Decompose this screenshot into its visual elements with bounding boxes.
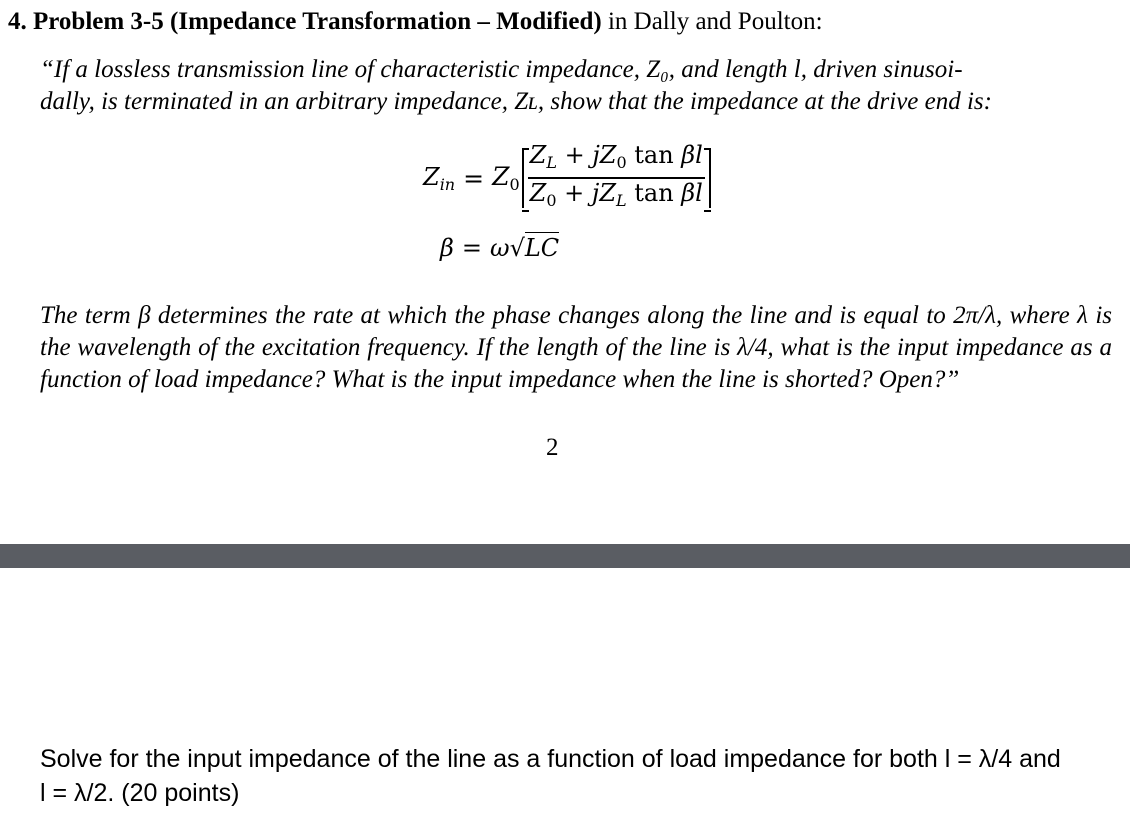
beta-equation	[440, 234, 559, 262]
problem-heading	[8, 6, 1118, 38]
eq1-fraction	[528, 141, 705, 215]
sqrt-icon: √	[509, 234, 525, 262]
problem-quote	[40, 54, 1112, 118]
eq2-equals: =	[461, 234, 482, 262]
eq1-coefficient: $Z_0$	[492, 162, 520, 194]
eq1-numerator: $Z_L + jZ_0$ tan βl	[529, 141, 703, 173]
quote-line-2: dally, is terminated in an arbitrary impedance, Zʟ, show that the impedance at the drive end is:	[40, 88, 992, 115]
input-impedance-equation	[423, 140, 711, 216]
page-number: 2	[546, 434, 559, 461]
eq1-lhs: $Z_{in}$	[423, 162, 456, 194]
eq1-equals: =	[463, 163, 485, 193]
eq2-radicand: LC	[524, 234, 560, 262]
eq1-bracket	[522, 141, 711, 210]
eq1-denominator: $Z_0 + jZ_L$ tan βl	[529, 178, 703, 210]
eq2-lhs: β	[440, 234, 454, 262]
eq2-omega: ω	[489, 234, 510, 262]
problem-source: in Dally and Poulton:	[601, 8, 823, 35]
solve-line-2: l = λ/2. (20 points)	[40, 779, 240, 807]
solve-instruction	[40, 742, 1115, 810]
page-separator	[0, 544, 1130, 568]
quote-line-1: “If a lossless transmission line of characteristic impedance, Z₀, and length l, driven sinusoi-	[40, 56, 963, 83]
problem-title: 4. Problem 3-5 (Impedance Transformation – Modified)	[8, 8, 602, 35]
solve-line-1: Solve for the input impedance of the line as a function of load impedance for both l = λ/4 and	[40, 745, 1061, 773]
problem-paragraph: The term β determines the rate at which the phase changes along the line and is equal to 2π/λ, where λ is the wavelength of the excitation frequency. If the length of the line is λ/4, what is the input impedance as a function of load impedance? What is the input impedance when the line is shorted? Open?”	[40, 302, 1112, 393]
